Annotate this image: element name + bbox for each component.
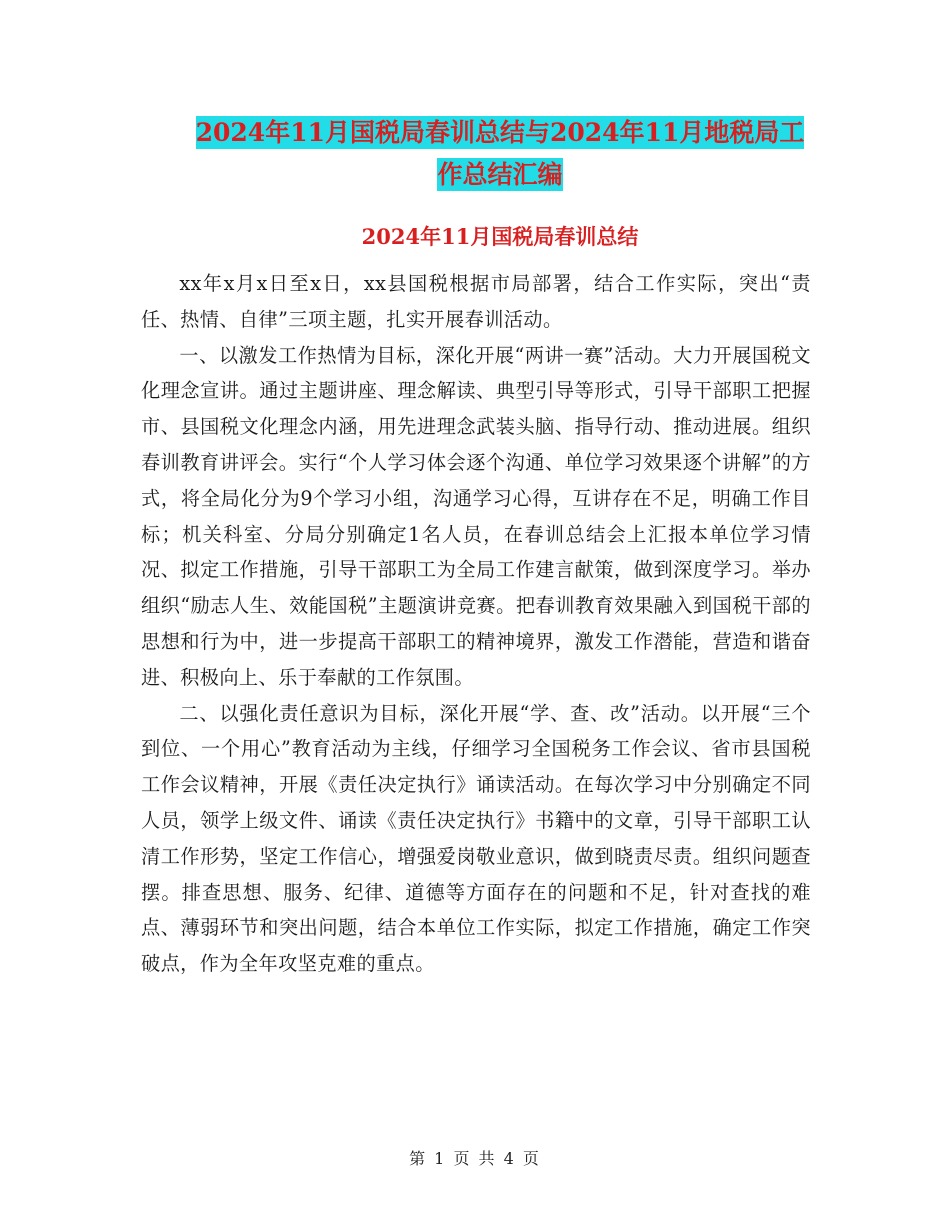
body-paragraph-one: 一、以激发工作热情为目标，深化开展“两讲一赛”活动。大力开展国税文化理念宣讲。通过主题讲座、理念解读、典型引导等形式，引导干部职工把握市、县国税文化理念内涵，用先进理念武装头脑、指导行动、推动进展。组织春训教育讲评会。实行“个人学习体会逐个沟通、单位学习效果逐个讲解”的方式，将全局化分为9个学习小组，沟通学习心得，互讲存在不足，明确工作目标；机关科室、分局分别确定1名人员，在春训总结会上汇报本单位学习情况、拟定工作措施，引导干部职工为全局工作建言献策，做到深度学习。举办组织“励志人生、效能国税”主题演讲竞赛。把春训教育效果融入到国税干部的思想和行为中，进一步提高干部职工的精神境界，激发工作潜能，营造和谐奋进、积极向上、乐于奉献的工作氛围。 xyxy=(141,343,811,689)
section-title: 2024年11月国税局春训总结 xyxy=(361,224,639,249)
page-footer: 第 1 页 共 4 页 xyxy=(409,1149,541,1168)
body-paragraph-two: 二、以强化责任意识为目标，深化开展“学、查、改”活动。以开展“三个到位、一个用心”教育活动为主线，仔细学习全国税务工作会议、省市县国税工作会议精神，开展《责任决定执行》诵读活动。在每次学习中分别确定不同人员，领学上级文件、诵读《责任决定执行》书籍中的文章，引导干部职工认清工作形势，坚定工作信心，增强爱岗敬业意识，做到晓责尽责。组织问题查摆。排查思想、服务、纪律、道德等方面存在的问题和不足，针对查找的难点、薄弱环节和突出问题，结合本单位工作实际，拟定工作措施，确定工作突破点，作为全年攻坚克难的重点。 xyxy=(141,701,811,976)
document-body xyxy=(141,266,811,982)
document-title xyxy=(140,112,860,196)
document-title-line-1: 2024年11月国税局春训总结与2024年11月地税局工 xyxy=(195,118,805,147)
body-paragraph-intro: xx年x月x日至x日，xx县国税根据市局部署，结合工作实际，突出“责任、热情、自律”三项主题，扎实开展春训活动。 xyxy=(141,272,811,331)
document-title-line-2: 作总结汇编 xyxy=(437,160,563,189)
